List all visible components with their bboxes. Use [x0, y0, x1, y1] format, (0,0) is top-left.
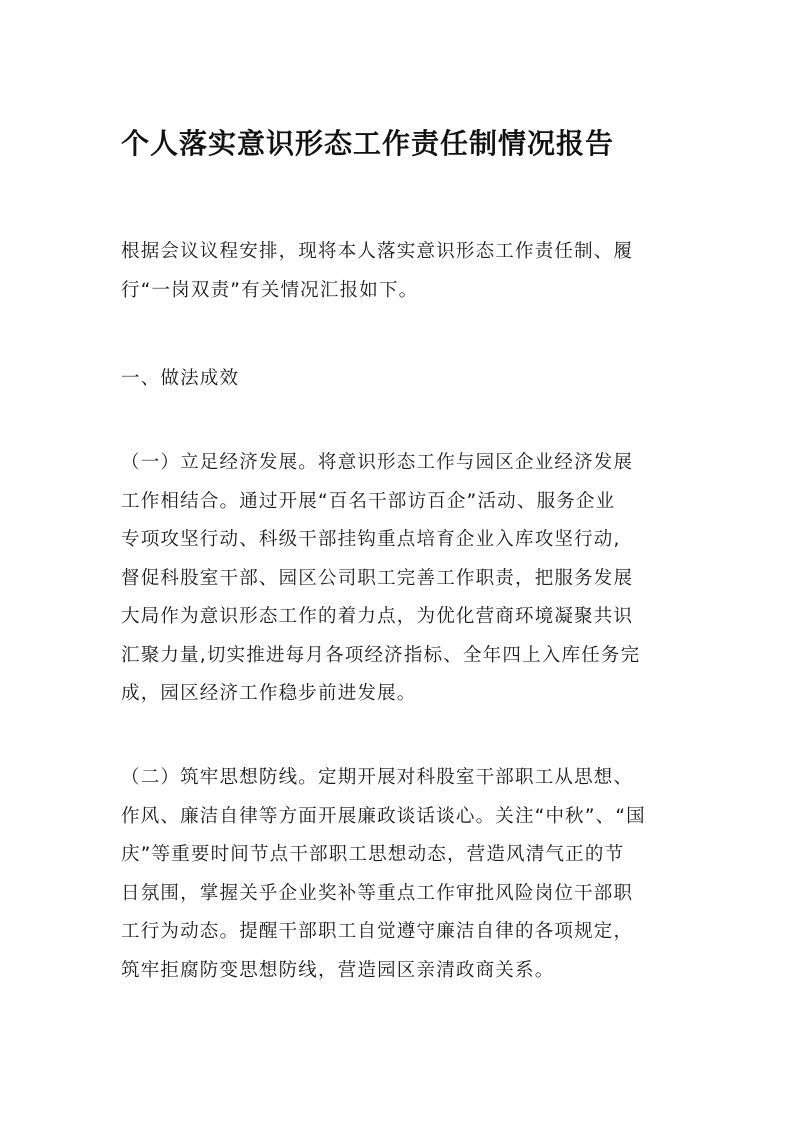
paragraph-line: 筑牢拒腐防变思想防线，营造园区亲清政商关系。	[121, 959, 555, 981]
intro-line: 根据会议议程安排，现将本人落实意识形态工作责任制、履	[121, 241, 634, 262]
paragraph-line: 工行为动态。提醒干部职工自觉遵守廉洁自律的各项规定，	[121, 921, 634, 942]
paragraph-line: 大局作为意识形态工作的着力点，为优化营商环境凝聚共识	[121, 606, 634, 627]
paragraph-line: 专项攻坚行动、科级干部挂钩重点培育企业入库攻坚行动,	[121, 529, 621, 550]
section-heading-text: 一、做法成效	[121, 368, 240, 389]
paragraph-line: 作风、廉洁自律等方面开展廉政谈话谈心。关注“中秋”、“国	[121, 805, 646, 827]
paragraph-line: 督促科股室干部、园区公司职工完善工作职责，把服务发展	[121, 567, 634, 589]
paragraph-line: （一）立足经济发展。将意识形态工作与园区企业经济发展	[121, 452, 634, 473]
paragraph-ideological-defense	[121, 759, 676, 990]
intro-paragraph	[121, 233, 676, 310]
paragraph-line: 日氛围，掌握关乎企业奖补等重点工作审批风险岗位干部职	[121, 882, 634, 904]
document-title: 个人落实意识形态工作责任制情况报告	[121, 127, 615, 160]
paragraph-line: 工作相结合。通过开展“百名干部访百企”活动、服务企业	[121, 490, 616, 512]
paragraph-line: （二）筑牢思想防线。定期开展对科股室干部职工从思想、	[121, 767, 634, 788]
intro-line: 行“一岗双责”有关情况汇报如下。	[121, 279, 419, 301]
paragraph-line: 汇聚力量,切实推进每月各项经济指标、全年四上入库任务完	[121, 644, 641, 666]
paragraph-line: 庆”等重要时间节点干部职工思想动态，营造风清气正的节	[121, 844, 625, 865]
paragraph-line: 成，园区经济工作稳步前进发展。	[121, 683, 417, 704]
paragraph-economic-development	[121, 444, 676, 714]
section-heading	[121, 360, 676, 399]
